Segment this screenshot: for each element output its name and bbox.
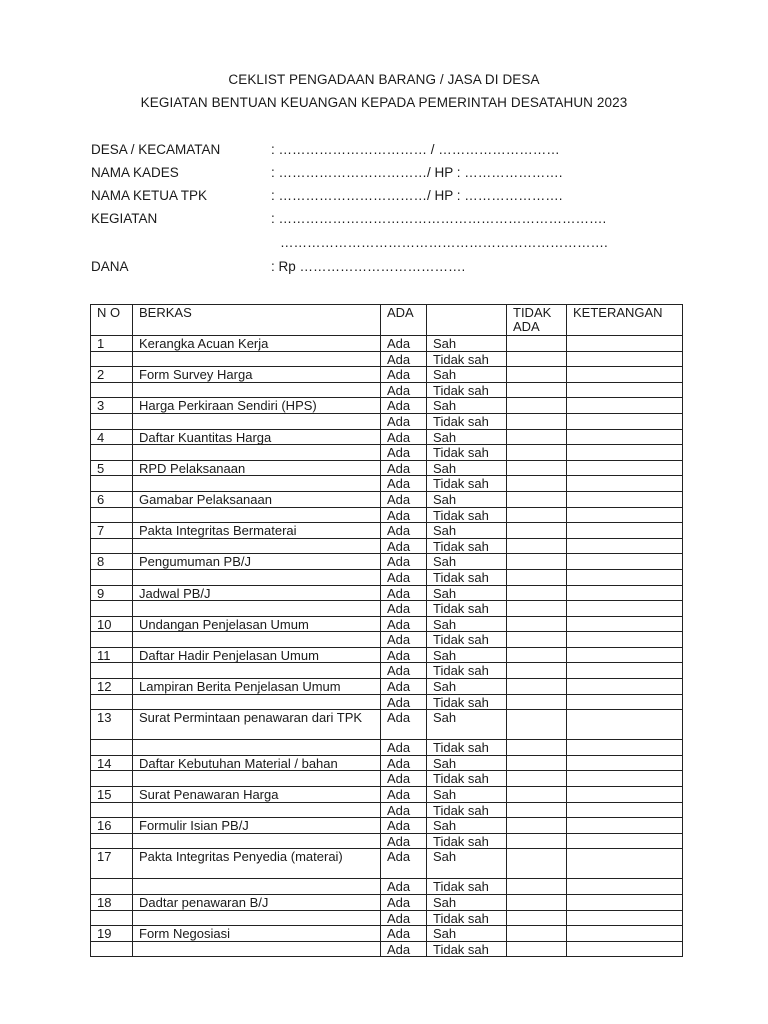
row-ada: Ada bbox=[381, 787, 427, 803]
row-keterangan bbox=[567, 849, 683, 879]
row-keterangan bbox=[567, 491, 683, 507]
row-tidak-ada bbox=[507, 491, 567, 507]
header-ada: ADA bbox=[381, 305, 427, 336]
row-no-blank bbox=[91, 879, 133, 895]
table-row bbox=[91, 755, 683, 771]
row-no-blank bbox=[91, 771, 133, 787]
row-no-blank bbox=[91, 833, 133, 849]
row-no: 18 bbox=[91, 895, 133, 911]
row-sah: Sah bbox=[427, 491, 507, 507]
table-row bbox=[91, 910, 683, 926]
document-title: CEKLIST PENGADAAN BARANG / JASA DI DESA bbox=[228, 72, 540, 87]
table-row bbox=[91, 771, 683, 787]
row-sah: Sah bbox=[427, 460, 507, 476]
row-berkas: Form Survey Harga bbox=[133, 367, 381, 383]
row-keterangan bbox=[567, 585, 683, 601]
row-tidak-ada bbox=[507, 910, 567, 926]
row-berkas: Kerangka Acuan Kerja bbox=[133, 336, 381, 352]
row-sah: Sah bbox=[427, 787, 507, 803]
row-ada: Ada bbox=[381, 460, 427, 476]
row-keterangan bbox=[567, 879, 683, 895]
row-keterangan bbox=[567, 616, 683, 632]
row-berkas: Pakta Integritas Bermaterai bbox=[133, 523, 381, 539]
row-sah: Sah bbox=[427, 849, 507, 879]
row-keterangan bbox=[567, 460, 683, 476]
row-berkas-blank bbox=[133, 694, 381, 710]
row-tidak-ada bbox=[507, 694, 567, 710]
row-tidak-ada bbox=[507, 476, 567, 492]
row-sah: Sah bbox=[427, 895, 507, 911]
row-tidak-ada bbox=[507, 926, 567, 942]
row-keterangan bbox=[567, 632, 683, 648]
row-berkas: Surat Penawaran Harga bbox=[133, 787, 381, 803]
row-tidak-sah: Tidak sah bbox=[427, 910, 507, 926]
row-berkas-blank bbox=[133, 740, 381, 756]
table-row bbox=[91, 895, 683, 911]
table-row bbox=[91, 507, 683, 523]
row-no-blank bbox=[91, 663, 133, 679]
row-keterangan bbox=[567, 663, 683, 679]
row-tidak-sah: Tidak sah bbox=[427, 476, 507, 492]
row-berkas: Surat Permintaan penawaran dari TPK bbox=[133, 710, 381, 740]
row-sah: Sah bbox=[427, 755, 507, 771]
row-tidak-sah: Tidak sah bbox=[427, 569, 507, 585]
desa-label: DESA / KECAMATAN bbox=[91, 142, 221, 157]
row-sah: Sah bbox=[427, 523, 507, 539]
row-berkas-blank bbox=[133, 663, 381, 679]
row-berkas: Formulir Isian PB/J bbox=[133, 818, 381, 834]
row-ada: Ada bbox=[381, 585, 427, 601]
row-ada: Ada bbox=[381, 879, 427, 895]
table-row bbox=[91, 818, 683, 834]
table-row bbox=[91, 569, 683, 585]
row-no: 3 bbox=[91, 398, 133, 414]
row-no: 19 bbox=[91, 926, 133, 942]
row-sah: Sah bbox=[427, 647, 507, 663]
table-row bbox=[91, 601, 683, 617]
row-tidak-ada bbox=[507, 336, 567, 352]
tpk-label: NAMA KETUA TPK bbox=[91, 188, 208, 203]
row-tidak-ada bbox=[507, 507, 567, 523]
row-ada: Ada bbox=[381, 663, 427, 679]
row-berkas-blank bbox=[133, 910, 381, 926]
row-tidak-ada bbox=[507, 710, 567, 740]
row-keterangan bbox=[567, 895, 683, 911]
row-tidak-ada bbox=[507, 849, 567, 879]
table-row bbox=[91, 740, 683, 756]
table-row bbox=[91, 585, 683, 601]
row-ada: Ada bbox=[381, 895, 427, 911]
row-ada: Ada bbox=[381, 367, 427, 383]
row-keterangan bbox=[567, 941, 683, 957]
row-ada: Ada bbox=[381, 926, 427, 942]
row-ada: Ada bbox=[381, 429, 427, 445]
row-tidak-sah: Tidak sah bbox=[427, 941, 507, 957]
row-berkas-blank bbox=[133, 632, 381, 648]
row-ada: Ada bbox=[381, 710, 427, 740]
row-keterangan bbox=[567, 802, 683, 818]
row-keterangan bbox=[567, 569, 683, 585]
row-berkas: Pakta Integritas Penyedia (materai) bbox=[133, 849, 381, 879]
table-row bbox=[91, 398, 683, 414]
table-row bbox=[91, 429, 683, 445]
table-row bbox=[91, 926, 683, 942]
row-keterangan bbox=[567, 771, 683, 787]
row-tidak-ada bbox=[507, 601, 567, 617]
checklist-table bbox=[90, 304, 683, 957]
row-ada: Ada bbox=[381, 833, 427, 849]
row-keterangan bbox=[567, 351, 683, 367]
row-no: 2 bbox=[91, 367, 133, 383]
row-tidak-ada bbox=[507, 616, 567, 632]
info-desa bbox=[91, 142, 560, 157]
row-berkas: Daftar Hadir Penjelasan Umum bbox=[133, 647, 381, 663]
row-no: 12 bbox=[91, 679, 133, 695]
row-keterangan bbox=[567, 523, 683, 539]
row-tidak-sah: Tidak sah bbox=[427, 663, 507, 679]
row-tidak-sah: Tidak sah bbox=[427, 833, 507, 849]
table-row bbox=[91, 445, 683, 461]
row-no: 1 bbox=[91, 336, 133, 352]
row-ada: Ada bbox=[381, 538, 427, 554]
row-tidak-ada bbox=[507, 398, 567, 414]
tpk-value: : ……………………………/ HP : …………………. bbox=[271, 188, 563, 203]
row-tidak-ada bbox=[507, 538, 567, 554]
row-no: 9 bbox=[91, 585, 133, 601]
row-no: 6 bbox=[91, 491, 133, 507]
row-no: 14 bbox=[91, 755, 133, 771]
row-keterangan bbox=[567, 740, 683, 756]
row-berkas: Daftar Kebutuhan Material / bahan bbox=[133, 755, 381, 771]
row-keterangan bbox=[567, 601, 683, 617]
kegiatan-value: : ………………………………………………………………. bbox=[271, 211, 607, 226]
row-ada: Ada bbox=[381, 616, 427, 632]
row-ada: Ada bbox=[381, 755, 427, 771]
table-header-row bbox=[91, 305, 683, 336]
row-tidak-ada bbox=[507, 632, 567, 648]
row-tidak-sah: Tidak sah bbox=[427, 879, 507, 895]
row-tidak-ada bbox=[507, 802, 567, 818]
row-tidak-ada bbox=[507, 740, 567, 756]
row-berkas-blank bbox=[133, 771, 381, 787]
row-berkas-blank bbox=[133, 941, 381, 957]
table-row bbox=[91, 382, 683, 398]
table-row bbox=[91, 632, 683, 648]
row-no-blank bbox=[91, 382, 133, 398]
row-tidak-sah: Tidak sah bbox=[427, 382, 507, 398]
row-no-blank bbox=[91, 694, 133, 710]
row-tidak-sah: Tidak sah bbox=[427, 351, 507, 367]
row-no-blank bbox=[91, 507, 133, 523]
row-berkas-blank bbox=[133, 476, 381, 492]
info-kegiatan bbox=[91, 211, 606, 226]
row-berkas: Form Negosiasi bbox=[133, 926, 381, 942]
row-tidak-ada bbox=[507, 663, 567, 679]
row-tidak-ada bbox=[507, 554, 567, 570]
row-sah: Sah bbox=[427, 554, 507, 570]
row-keterangan bbox=[567, 910, 683, 926]
kegiatan-value-continued: ………………………………………………………………. bbox=[280, 235, 608, 250]
table-row bbox=[91, 941, 683, 957]
table-row bbox=[91, 476, 683, 492]
row-tidak-sah: Tidak sah bbox=[427, 802, 507, 818]
row-tidak-sah: Tidak sah bbox=[427, 413, 507, 429]
dana-value: : Rp ………………………………. bbox=[271, 259, 466, 274]
row-keterangan bbox=[567, 507, 683, 523]
row-sah: Sah bbox=[427, 818, 507, 834]
table-row bbox=[91, 787, 683, 803]
row-ada: Ada bbox=[381, 569, 427, 585]
row-keterangan bbox=[567, 429, 683, 445]
row-ada: Ada bbox=[381, 647, 427, 663]
row-no: 10 bbox=[91, 616, 133, 632]
table-row bbox=[91, 491, 683, 507]
row-berkas-blank bbox=[133, 802, 381, 818]
row-keterangan bbox=[567, 538, 683, 554]
table-row bbox=[91, 616, 683, 632]
table-row bbox=[91, 849, 683, 879]
row-keterangan bbox=[567, 926, 683, 942]
row-tidak-ada bbox=[507, 895, 567, 911]
header-no: N O bbox=[91, 305, 133, 336]
row-berkas-blank bbox=[133, 538, 381, 554]
table-row bbox=[91, 336, 683, 352]
row-berkas: Lampiran Berita Penjelasan Umum bbox=[133, 679, 381, 695]
row-ada: Ada bbox=[381, 476, 427, 492]
table-row bbox=[91, 413, 683, 429]
row-sah: Sah bbox=[427, 398, 507, 414]
row-ada: Ada bbox=[381, 740, 427, 756]
row-keterangan bbox=[567, 398, 683, 414]
row-berkas: Daftar Kuantitas Harga bbox=[133, 429, 381, 445]
row-tidak-sah: Tidak sah bbox=[427, 771, 507, 787]
table-row bbox=[91, 663, 683, 679]
row-no: 8 bbox=[91, 554, 133, 570]
row-sah: Sah bbox=[427, 336, 507, 352]
row-no-blank bbox=[91, 476, 133, 492]
row-no-blank bbox=[91, 351, 133, 367]
table-row bbox=[91, 694, 683, 710]
row-berkas: Undangan Penjelasan Umum bbox=[133, 616, 381, 632]
row-ada: Ada bbox=[381, 554, 427, 570]
row-ada: Ada bbox=[381, 507, 427, 523]
row-tidak-ada bbox=[507, 367, 567, 383]
row-tidak-ada bbox=[507, 941, 567, 957]
header-keterangan: KETERANGAN bbox=[567, 305, 683, 336]
row-tidak-ada bbox=[507, 429, 567, 445]
table-row bbox=[91, 833, 683, 849]
kegiatan-label: KEGIATAN bbox=[91, 211, 158, 226]
row-ada: Ada bbox=[381, 771, 427, 787]
row-berkas-blank bbox=[133, 507, 381, 523]
row-keterangan bbox=[567, 679, 683, 695]
row-tidak-ada bbox=[507, 787, 567, 803]
row-keterangan bbox=[567, 367, 683, 383]
row-sah: Sah bbox=[427, 679, 507, 695]
row-tidak-ada bbox=[507, 818, 567, 834]
row-sah: Sah bbox=[427, 585, 507, 601]
table-row bbox=[91, 802, 683, 818]
row-tidak-ada bbox=[507, 679, 567, 695]
row-keterangan bbox=[567, 710, 683, 740]
row-ada: Ada bbox=[381, 351, 427, 367]
row-sah: Sah bbox=[427, 367, 507, 383]
row-no-blank bbox=[91, 802, 133, 818]
row-ada: Ada bbox=[381, 802, 427, 818]
row-tidak-ada bbox=[507, 755, 567, 771]
table-row bbox=[91, 367, 683, 383]
row-tidak-ada bbox=[507, 569, 567, 585]
table-row bbox=[91, 710, 683, 740]
row-tidak-ada bbox=[507, 445, 567, 461]
table-row bbox=[91, 460, 683, 476]
row-no: 7 bbox=[91, 523, 133, 539]
row-no: 11 bbox=[91, 647, 133, 663]
row-ada: Ada bbox=[381, 398, 427, 414]
row-no-blank bbox=[91, 740, 133, 756]
row-tidak-sah: Tidak sah bbox=[427, 445, 507, 461]
info-tpk bbox=[91, 188, 563, 203]
row-berkas-blank bbox=[133, 413, 381, 429]
header-berkas: BERKAS bbox=[133, 305, 381, 336]
row-berkas: Pengumuman PB/J bbox=[133, 554, 381, 570]
kades-value: : ……………………………/ HP : …………………. bbox=[271, 165, 563, 180]
row-no: 5 bbox=[91, 460, 133, 476]
row-berkas: Harga Perkiraan Sendiri (HPS) bbox=[133, 398, 381, 414]
row-tidak-sah: Tidak sah bbox=[427, 632, 507, 648]
row-tidak-sah: Tidak sah bbox=[427, 507, 507, 523]
row-berkas-blank bbox=[133, 351, 381, 367]
table-row bbox=[91, 538, 683, 554]
row-ada: Ada bbox=[381, 679, 427, 695]
row-ada: Ada bbox=[381, 632, 427, 648]
table-row bbox=[91, 554, 683, 570]
row-keterangan bbox=[567, 694, 683, 710]
row-keterangan bbox=[567, 818, 683, 834]
row-tidak-sah: Tidak sah bbox=[427, 740, 507, 756]
dana-label: DANA bbox=[91, 259, 129, 274]
row-tidak-ada bbox=[507, 771, 567, 787]
document-subtitle: KEGIATAN BENTUAN KEUANGAN KEPADA PEMERINTAH DESATAHUN 2023 bbox=[140, 95, 628, 110]
row-ada: Ada bbox=[381, 413, 427, 429]
row-keterangan bbox=[567, 336, 683, 352]
row-berkas-blank bbox=[133, 445, 381, 461]
info-kades bbox=[91, 165, 563, 180]
row-berkas: Dadtar penawaran B/J bbox=[133, 895, 381, 911]
row-berkas-blank bbox=[133, 569, 381, 585]
row-sah: Sah bbox=[427, 710, 507, 740]
row-no: 13 bbox=[91, 710, 133, 740]
row-no: 17 bbox=[91, 849, 133, 879]
row-ada: Ada bbox=[381, 382, 427, 398]
header-blank bbox=[427, 305, 507, 336]
row-ada: Ada bbox=[381, 523, 427, 539]
row-ada: Ada bbox=[381, 849, 427, 879]
desa-value: : …………………………… / ……………………… bbox=[271, 142, 560, 157]
row-keterangan bbox=[567, 382, 683, 398]
row-berkas: Gamabar Pelaksanaan bbox=[133, 491, 381, 507]
row-tidak-sah: Tidak sah bbox=[427, 601, 507, 617]
kades-label: NAMA KADES bbox=[91, 165, 179, 180]
row-no-blank bbox=[91, 632, 133, 648]
row-tidak-ada bbox=[507, 585, 567, 601]
row-no-blank bbox=[91, 538, 133, 554]
row-berkas-blank bbox=[133, 879, 381, 895]
row-sah: Sah bbox=[427, 616, 507, 632]
row-keterangan bbox=[567, 413, 683, 429]
row-sah: Sah bbox=[427, 429, 507, 445]
row-keterangan bbox=[567, 476, 683, 492]
row-tidak-sah: Tidak sah bbox=[427, 538, 507, 554]
row-no-blank bbox=[91, 569, 133, 585]
row-ada: Ada bbox=[381, 818, 427, 834]
row-ada: Ada bbox=[381, 491, 427, 507]
row-ada: Ada bbox=[381, 910, 427, 926]
table-row bbox=[91, 879, 683, 895]
row-no: 15 bbox=[91, 787, 133, 803]
row-ada: Ada bbox=[381, 941, 427, 957]
row-tidak-ada bbox=[507, 382, 567, 398]
row-ada: Ada bbox=[381, 336, 427, 352]
row-no-blank bbox=[91, 601, 133, 617]
row-no-blank bbox=[91, 413, 133, 429]
row-ada: Ada bbox=[381, 601, 427, 617]
row-tidak-sah: Tidak sah bbox=[427, 694, 507, 710]
row-berkas: RPD Pelaksanaan bbox=[133, 460, 381, 476]
row-tidak-ada bbox=[507, 833, 567, 849]
row-tidak-ada bbox=[507, 460, 567, 476]
row-berkas-blank bbox=[133, 601, 381, 617]
table-row bbox=[91, 679, 683, 695]
header-tidak-ada: TIDAK ADA bbox=[507, 305, 567, 336]
row-berkas-blank bbox=[133, 382, 381, 398]
table-row bbox=[91, 351, 683, 367]
row-keterangan bbox=[567, 755, 683, 771]
row-tidak-ada bbox=[507, 647, 567, 663]
row-no-blank bbox=[91, 910, 133, 926]
row-berkas: Jadwal PB/J bbox=[133, 585, 381, 601]
row-no: 16 bbox=[91, 818, 133, 834]
row-no-blank bbox=[91, 941, 133, 957]
info-dana bbox=[91, 259, 465, 274]
row-keterangan bbox=[567, 833, 683, 849]
table-row bbox=[91, 647, 683, 663]
row-tidak-ada bbox=[507, 351, 567, 367]
row-keterangan bbox=[567, 554, 683, 570]
row-ada: Ada bbox=[381, 694, 427, 710]
row-tidak-ada bbox=[507, 879, 567, 895]
row-berkas-blank bbox=[133, 833, 381, 849]
row-tidak-ada bbox=[507, 413, 567, 429]
row-sah: Sah bbox=[427, 926, 507, 942]
row-tidak-ada bbox=[507, 523, 567, 539]
row-no-blank bbox=[91, 445, 133, 461]
row-keterangan bbox=[567, 787, 683, 803]
row-keterangan bbox=[567, 647, 683, 663]
row-no: 4 bbox=[91, 429, 133, 445]
table-row bbox=[91, 523, 683, 539]
row-keterangan bbox=[567, 445, 683, 461]
row-ada: Ada bbox=[381, 445, 427, 461]
